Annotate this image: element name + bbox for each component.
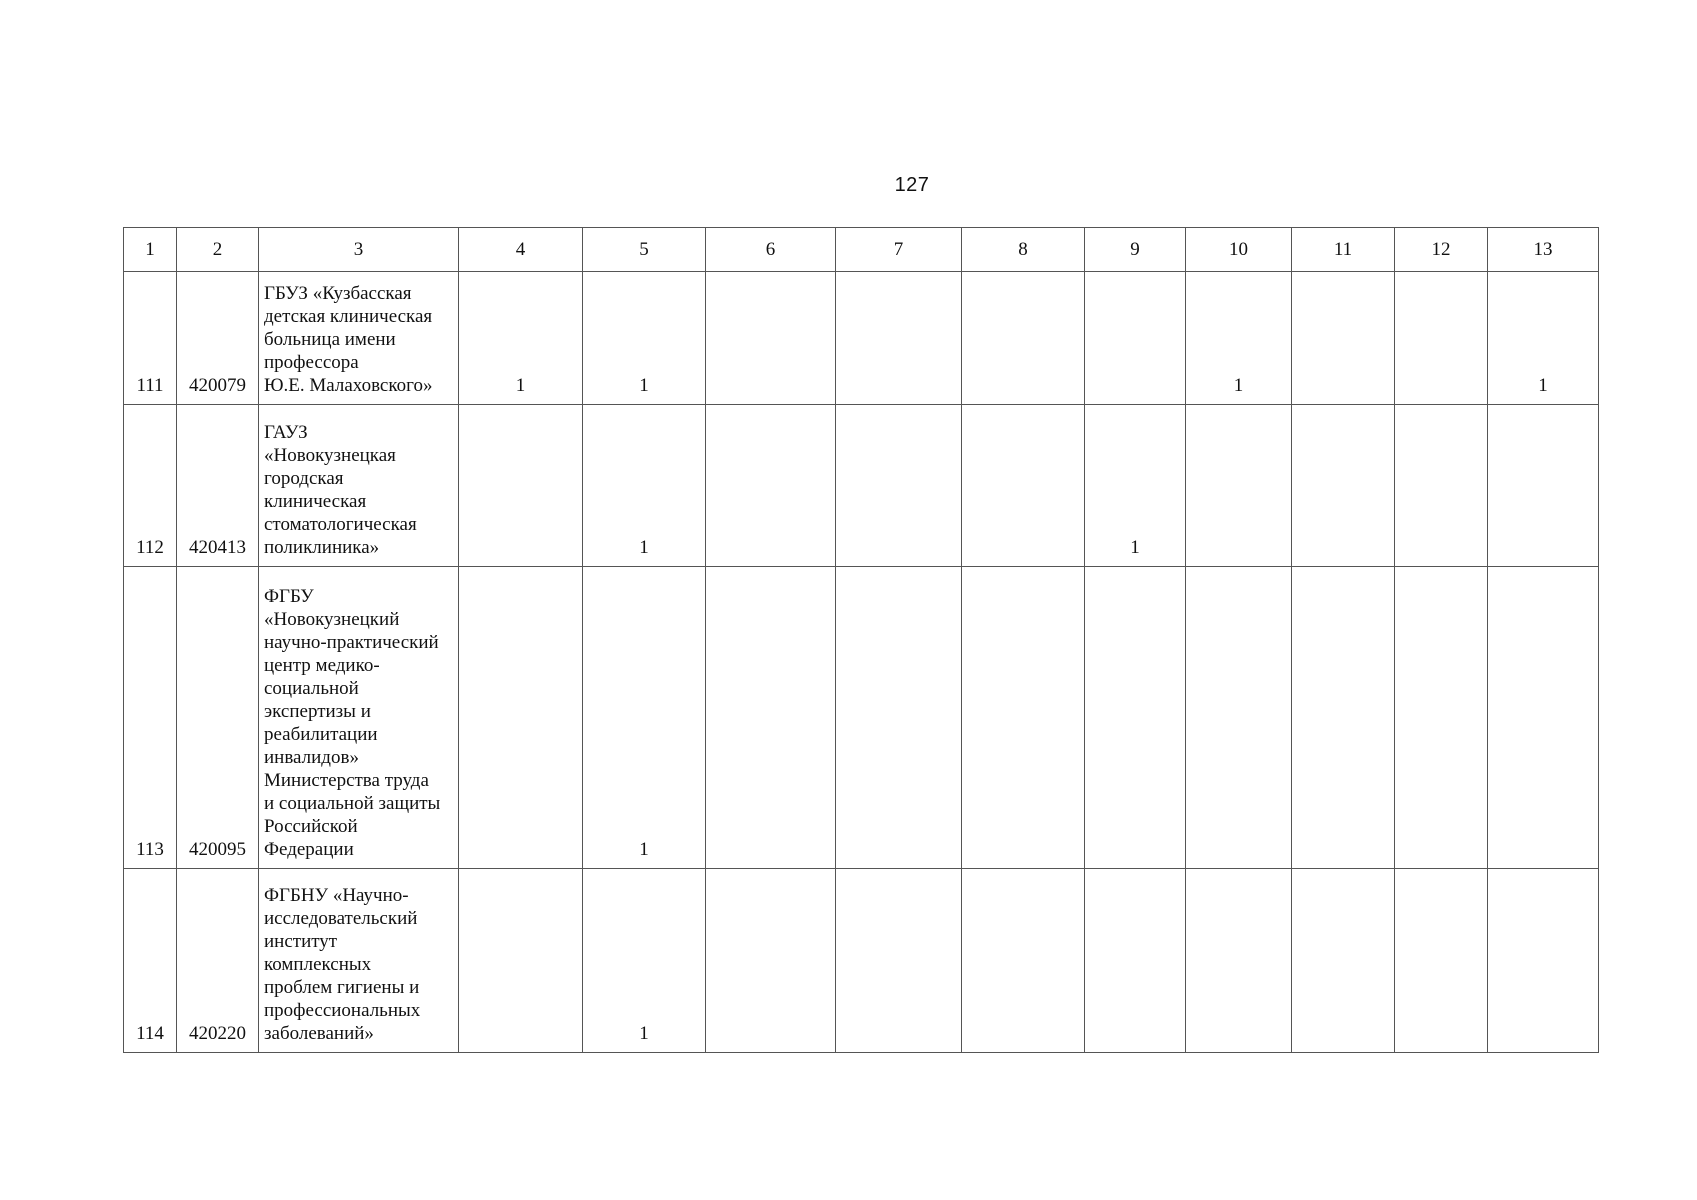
org-name-line: городская (264, 468, 344, 489)
org-name-line: экспертизы и (264, 701, 371, 722)
column-header: 6 (706, 228, 836, 272)
column-header: 11 (1292, 228, 1395, 272)
org-name-line: ГБУЗ «Кузбасская (264, 283, 412, 304)
org-name-line: профессора (264, 352, 359, 373)
org-name-line: социальной (264, 678, 359, 699)
cell-col-6 (706, 869, 836, 1053)
cell-col-6 (706, 405, 836, 567)
cell-col-11 (1292, 567, 1395, 869)
table-row (124, 869, 1599, 1053)
org-name-line: заболеваний» (264, 1023, 374, 1044)
org-name-line: профессиональных (264, 1000, 421, 1021)
cell-col-8 (962, 405, 1085, 567)
column-header: 5 (583, 228, 706, 272)
org-name-line: Федерации (264, 839, 354, 860)
cell-col-9: 1 (1085, 405, 1186, 567)
cell-col-5: 1 (583, 405, 706, 567)
column-header: 9 (1085, 228, 1186, 272)
cell-col-6 (706, 567, 836, 869)
row-number: 112 (124, 405, 177, 567)
org-name-line: центр медико- (264, 655, 380, 676)
cell-col-4 (459, 869, 583, 1053)
cell-col-9 (1085, 869, 1186, 1053)
row-number: 114 (124, 869, 177, 1053)
column-header: 8 (962, 228, 1085, 272)
column-header: 2 (177, 228, 259, 272)
org-name (259, 405, 459, 567)
column-header: 1 (124, 228, 177, 272)
cell-col-10: 1 (1186, 272, 1292, 405)
column-header: 12 (1395, 228, 1488, 272)
org-code: 420095 (177, 567, 259, 869)
cell-col-7 (836, 405, 962, 567)
cell-col-5: 1 (583, 869, 706, 1053)
cell-col-8 (962, 272, 1085, 405)
org-name-line: детская клиническая (264, 306, 433, 327)
cell-col-5: 1 (583, 272, 706, 405)
org-name-line: клиническая (264, 491, 367, 512)
cell-col-10 (1186, 405, 1292, 567)
org-name (259, 869, 459, 1053)
row-number: 113 (124, 567, 177, 869)
org-name-line: проблем гигиены и (264, 977, 420, 998)
org-name-line: ГАУЗ (264, 422, 308, 443)
table-row (124, 272, 1599, 405)
org-name-line: Ю.Е. Малаховского» (264, 375, 433, 396)
org-name-line: комплексных (264, 954, 372, 975)
cell-col-10 (1186, 869, 1292, 1053)
cell-col-4 (459, 405, 583, 567)
org-name-line: «Новокузнецкий (264, 609, 400, 630)
org-name-line: больница имени (264, 329, 396, 350)
cell-col-4: 1 (459, 272, 583, 405)
column-header: 7 (836, 228, 962, 272)
table-header-row (124, 228, 1599, 272)
org-name (259, 272, 459, 405)
cell-col-4 (459, 567, 583, 869)
org-name-line: ФГБУ (264, 586, 314, 607)
table-row (124, 405, 1599, 567)
cell-col-10 (1186, 567, 1292, 869)
org-name-line: «Новокузнецкая (264, 445, 396, 466)
cell-col-13 (1488, 869, 1599, 1053)
column-header: 4 (459, 228, 583, 272)
cell-col-13 (1488, 405, 1599, 567)
org-name-line: исследовательский (264, 908, 418, 929)
cell-col-13: 1 (1488, 272, 1599, 405)
org-name-line: стоматологическая (264, 514, 417, 535)
org-name-line: Российской (264, 816, 358, 837)
org-name (259, 567, 459, 869)
org-name-line: ФГБНУ «Научно- (264, 885, 409, 906)
cell-col-8 (962, 869, 1085, 1053)
org-name-line: институт (264, 931, 338, 952)
table-row (124, 567, 1599, 869)
cell-col-9 (1085, 567, 1186, 869)
page-number: 127 (894, 174, 930, 196)
cell-col-11 (1292, 272, 1395, 405)
org-name-line: инвалидов» (264, 747, 359, 768)
cell-col-12 (1395, 869, 1488, 1053)
cell-col-12 (1395, 272, 1488, 405)
column-header: 13 (1488, 228, 1599, 272)
org-name-line: научно-практический (264, 632, 439, 653)
cell-col-7 (836, 272, 962, 405)
column-header: 10 (1186, 228, 1292, 272)
column-header: 3 (259, 228, 459, 272)
cell-col-11 (1292, 869, 1395, 1053)
org-name-line: реабилитации (264, 724, 378, 745)
row-number: 111 (124, 272, 177, 405)
data-table (123, 227, 1599, 1053)
cell-col-8 (962, 567, 1085, 869)
org-name-line: Министерства труда (264, 770, 429, 791)
org-code: 420413 (177, 405, 259, 567)
org-name-line: и социальной защиты (264, 793, 441, 814)
cell-col-9 (1085, 272, 1186, 405)
cell-col-13 (1488, 567, 1599, 869)
org-name-line: поликлиника» (264, 537, 380, 558)
cell-col-5: 1 (583, 567, 706, 869)
cell-col-6 (706, 272, 836, 405)
org-code: 420220 (177, 869, 259, 1053)
cell-col-11 (1292, 405, 1395, 567)
org-code: 420079 (177, 272, 259, 405)
cell-col-12 (1395, 405, 1488, 567)
cell-col-7 (836, 869, 962, 1053)
cell-col-7 (836, 567, 962, 869)
cell-col-12 (1395, 567, 1488, 869)
